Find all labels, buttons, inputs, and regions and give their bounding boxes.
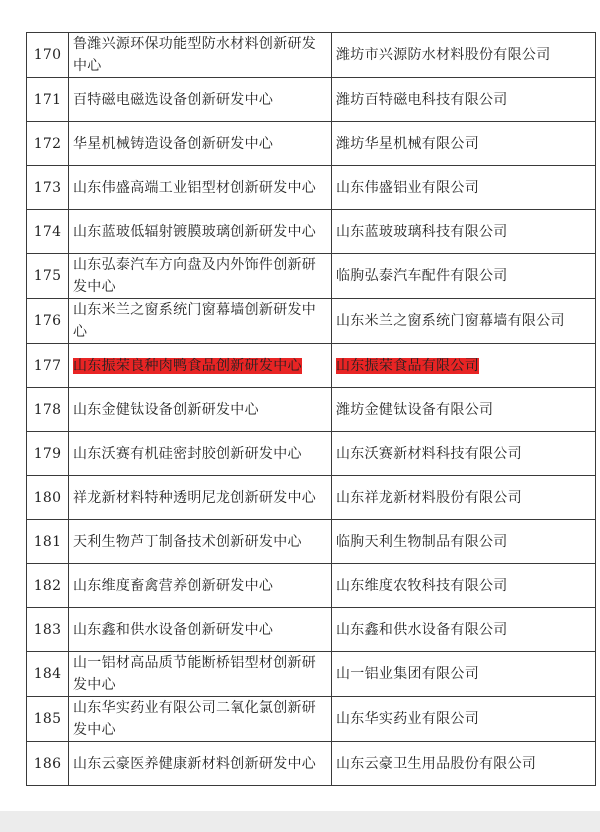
row-number-text: 178	[33, 401, 62, 418]
company-name-cell	[332, 432, 596, 476]
center-name-cell-text: 山一铝材高品质节能断桥铝型材创新研发中心	[73, 655, 317, 693]
row-number-text: 176	[33, 313, 62, 329]
company-name-cell-text: 山东华实药业有限公司	[336, 711, 479, 727]
table-row	[27, 476, 596, 520]
row-number-text: 173	[33, 179, 62, 196]
row-number	[27, 344, 69, 388]
row-number	[27, 652, 69, 697]
company-name-cell-text: 山东米兰之窗系统门窗幕墙有限公司	[336, 313, 565, 329]
center-name-cell	[69, 210, 332, 254]
company-name-cell	[332, 344, 596, 388]
center-name-cell	[69, 697, 332, 742]
company-name-cell-text: 潍坊市兴源防水材料股份有限公司	[336, 47, 551, 63]
table-row	[27, 299, 596, 344]
company-name-cell	[332, 78, 596, 122]
company-name-cell	[332, 122, 596, 166]
row-number	[27, 122, 69, 166]
row-number	[27, 210, 69, 254]
company-name-cell	[332, 299, 596, 344]
center-name-cell	[69, 122, 332, 166]
center-name-cell	[69, 344, 332, 388]
company-name-cell-text: 山东维度农牧科技有限公司	[336, 577, 508, 594]
company-name-cell-text: 山东鑫和供水设备有限公司	[336, 621, 508, 638]
row-number	[27, 78, 69, 122]
center-name-cell	[69, 78, 332, 122]
row-number-text: 177	[33, 357, 62, 374]
center-name-cell-text: 山东维度畜禽营养创新研发中心	[73, 577, 274, 594]
row-number-text: 172	[33, 135, 62, 152]
row-number	[27, 564, 69, 608]
row-number-text: 186	[33, 755, 62, 772]
table-row	[27, 742, 596, 786]
table-row	[27, 122, 596, 166]
company-name-cell	[332, 166, 596, 210]
center-name-cell	[69, 652, 332, 697]
center-name-cell	[69, 166, 332, 210]
company-name-cell	[332, 608, 596, 652]
company-name-cell-text: 临朐弘泰汽车配件有限公司	[336, 268, 508, 284]
company-name-cell	[332, 520, 596, 564]
row-number-text: 184	[33, 666, 62, 682]
center-name-cell	[69, 564, 332, 608]
row-number	[27, 697, 69, 742]
row-number	[27, 166, 69, 210]
center-name-cell-text: 山东华实药业有限公司二氧化氯创新研发中心	[73, 700, 317, 738]
viewer-bottom-margin	[0, 811, 600, 832]
company-name-cell-text: 潍坊金健钛设备有限公司	[336, 401, 494, 418]
center-name-cell	[69, 388, 332, 432]
company-name-cell	[332, 210, 596, 254]
row-number	[27, 476, 69, 520]
company-name-cell	[332, 254, 596, 299]
row-number	[27, 520, 69, 564]
center-name-cell-text: 鲁潍兴源环保功能型防水材料创新研发中心	[73, 36, 317, 74]
company-name-cell-text: 山东祥龙新材料股份有限公司	[336, 489, 522, 506]
row-number-text: 174	[33, 223, 62, 240]
center-name-cell-text: 山东鑫和供水设备创新研发中心	[73, 621, 274, 638]
center-name-cell-text: 山东蓝玻低辐射镀膜玻璃创新研发中心	[73, 223, 317, 240]
row-number	[27, 608, 69, 652]
table-body	[27, 33, 596, 786]
table-row	[27, 520, 596, 564]
center-name-cell-text: 山东金健钛设备创新研发中心	[73, 401, 259, 418]
table-row	[27, 564, 596, 608]
center-name-cell-text: 山东云豪医养健康新材料创新研发中心	[73, 755, 317, 772]
table-row	[27, 388, 596, 432]
table-row	[27, 608, 596, 652]
center-name-cell	[69, 742, 332, 786]
table-row	[27, 210, 596, 254]
company-name-cell	[332, 476, 596, 520]
company-name-cell-text: 山一铝业集团有限公司	[336, 666, 479, 682]
table-row	[27, 432, 596, 476]
table-row	[27, 78, 596, 122]
company-name-cell	[332, 388, 596, 432]
company-name-cell-text: 山东伟盛铝业有限公司	[336, 179, 479, 196]
center-name-cell-text: 山东米兰之窗系统门窗幕墙创新研发中心	[73, 302, 317, 340]
table-row	[27, 344, 596, 388]
table-row	[27, 33, 596, 78]
table-row	[27, 697, 596, 742]
company-name-cell-text: 潍坊华星机械有限公司	[336, 135, 479, 152]
table-row	[27, 254, 596, 299]
center-name-cell-text: 山东沃赛有机硅密封胶创新研发中心	[73, 445, 302, 462]
center-name-cell	[69, 432, 332, 476]
row-number	[27, 388, 69, 432]
company-name-cell-text: 山东振荣食品有限公司	[336, 357, 479, 374]
center-name-cell-text: 天利生物芦丁制备技术创新研发中心	[73, 533, 302, 550]
row-number-text: 183	[33, 621, 62, 638]
company-name-cell	[332, 564, 596, 608]
company-name-cell	[332, 652, 596, 697]
center-name-cell-text: 山东弘泰汽车方向盘及内外饰件创新研发中心	[73, 257, 317, 295]
center-name-cell-text: 百特磁电磁选设备创新研发中心	[73, 91, 274, 108]
company-name-cell	[332, 697, 596, 742]
row-number-text: 185	[33, 711, 62, 727]
row-number-text: 182	[33, 577, 62, 594]
company-name-cell	[332, 742, 596, 786]
center-name-cell	[69, 299, 332, 344]
center-name-cell	[69, 608, 332, 652]
center-name-cell-text: 祥龙新材料特种透明尼龙创新研发中心	[73, 489, 317, 506]
row-number	[27, 254, 69, 299]
center-name-cell-text: 华星机械铸造设备创新研发中心	[73, 135, 274, 152]
center-name-cell	[69, 520, 332, 564]
center-name-cell-text: 山东伟盛高端工业铝型材创新研发中心	[73, 179, 317, 196]
row-number-text: 170	[33, 47, 62, 63]
company-name-cell-text: 山东云豪卫生用品股份有限公司	[336, 755, 537, 772]
row-number	[27, 742, 69, 786]
center-name-cell	[69, 254, 332, 299]
row-number-text: 180	[33, 489, 62, 506]
center-name-cell	[69, 33, 332, 78]
company-name-cell	[332, 33, 596, 78]
company-name-cell-text: 潍坊百特磁电科技有限公司	[336, 91, 508, 108]
company-name-cell-text: 山东蓝玻玻璃科技有限公司	[336, 223, 508, 240]
center-name-cell	[69, 476, 332, 520]
table-row	[27, 166, 596, 210]
row-number	[27, 299, 69, 344]
center-name-cell-text: 山东振荣良种肉鸭食品创新研发中心	[73, 357, 302, 374]
row-number-text: 175	[33, 268, 62, 284]
row-number	[27, 432, 69, 476]
company-name-cell-text: 临朐天利生物制品有限公司	[336, 533, 508, 550]
row-number-text: 171	[33, 91, 62, 108]
row-number	[27, 33, 69, 78]
company-name-cell-text: 山东沃赛新材料科技有限公司	[336, 445, 522, 462]
research-center-table	[26, 32, 596, 786]
row-number-text: 179	[33, 445, 62, 462]
row-number-text: 181	[33, 533, 62, 550]
table-row	[27, 652, 596, 697]
